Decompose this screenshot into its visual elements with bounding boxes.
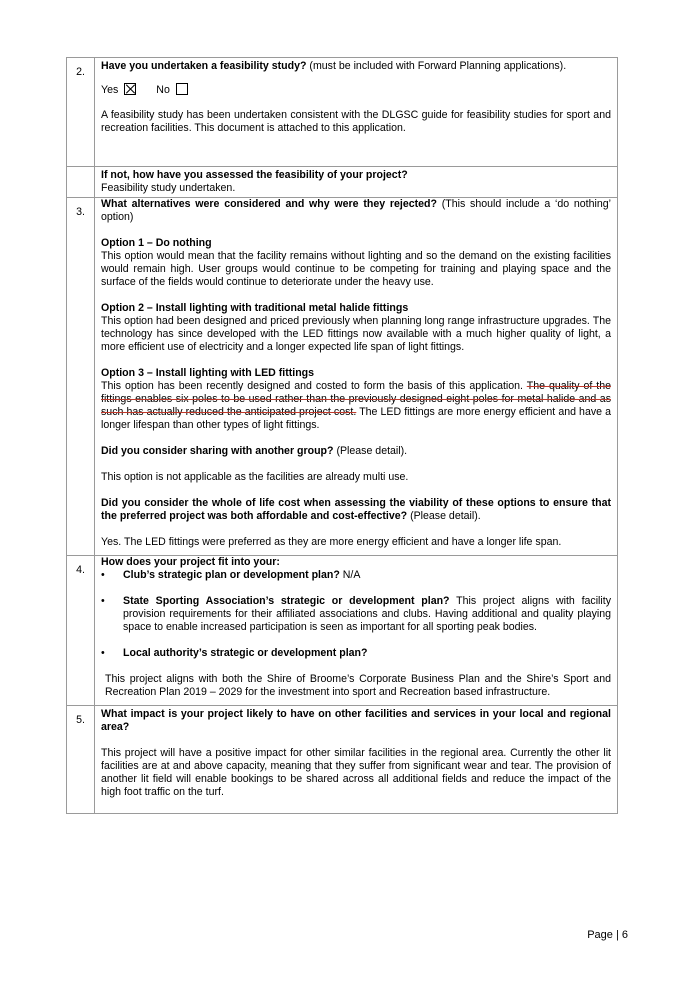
row-number: 4. [67,556,95,706]
yes-no-options [101,83,611,97]
whole-of-life-answer: Yes. The LED fittings were preferred as they are more energy efficient and have a longer life span. [101,536,562,548]
option3-struck-text: The quality of the fittings enables six poles to be used rather than the previously designed eight poles for metal halide and as such has actually reduced the anticipated project cost. [101,380,611,418]
club-plan-title: Club’s strategic plan or development plan? [123,569,340,581]
row-content [95,198,618,556]
question-whole-of-life: Did you consider the whole of life cost when assessing the viability of these options to ensure that the preferred project was both affordable and cost-effective? [101,497,611,522]
table-row [67,556,618,706]
question-feasibility: Have you undertaken a feasibility study? [101,60,307,72]
option2-text: This option had been designed and priced previously when planning long range infrastructure upgrades. The technology has since developed with the LED fittings now available with a much higher quality of light, a more efficient use of electricity and a longer expected life span of light fittings. [101,315,611,353]
list-item [101,647,611,660]
option1-title: Option 1 – Do nothing [101,237,212,249]
no-label: No [156,84,170,96]
ssa-plan-text: This project aligns with facility provision requirements for their affiliated associations and clubs. Having additional and quality playing space to enable increased participation is seen as important for all sporting peak bodies. [123,595,611,633]
bullet-icon: • [101,647,105,659]
table-row [67,58,618,167]
option2-title: Option 2 – Install lighting with traditional metal halide fittings [101,302,409,314]
option3-text-b: The LED fittings are more energy efficient and have a longer lifespan than other types of light fittings. [101,406,611,431]
row-number: 3. [67,198,95,556]
question-alternatives: What alternatives were considered and why were they rejected? [101,198,437,210]
sharing-answer: This option is not applicable as the facilities are already multi use. [101,471,409,483]
row-content [95,167,618,198]
page-number: Page | 6 [587,929,628,941]
feasibility-answer: A feasibility study has been undertaken consistent with the DLGSC guide for feasibility studies for sport and recreation facilities. This document is attached to this application. [101,109,611,134]
row-number: 5. [67,706,95,814]
option3-text [101,380,611,432]
ssa-plan-title: State Sporting Association’s strategic or development plan? [123,595,450,607]
yes-label: Yes [101,84,119,96]
list-item [101,569,611,582]
list-item [101,595,611,634]
option3-text-a: This option has been recently designed and costed to form the basis of this application. [101,380,523,392]
club-plan-text: N/A [342,569,361,581]
question-note: (Please detail). [410,510,481,522]
fit-answer: This project aligns with both the Shire of Broome’s Corporate Business Plan and the Shire’s Sport and Recreation Plan 2019 – 2029 for the investment into sport and Recreation based infrastructure. [105,673,611,698]
row-content [95,706,618,814]
question-sharing: Did you consider sharing with another group? [101,445,334,457]
question-note: (Please detail). [336,445,408,457]
table-row [67,198,618,556]
option1-text: This option would mean that the facility remains without lighting and so the demand on the existing facilities would remain high. User groups would continue to be competing for training and playing space and the surface of the fields would continue to deteriorate under the heavy use. [101,250,611,288]
yes-checkbox[interactable] [124,83,136,95]
question-assessed: If not, how have you assessed the feasibility of your project? [101,169,408,181]
impact-answer: This project will have a positive impact for other similar facilities in the regional area. Currently the other lit facilities are at and above capacity, meaning that they suffer from significant wear and tear. The provision of another lit field will enable bookings to be shared across all additional fields and reduce the impact of the high foot traffic on the turf. [101,747,611,798]
question-note: (must be included with Forward Planning applications). [309,60,567,72]
option3-title: Option 3 – Install lighting with LED fittings [101,367,315,379]
bullet-icon: • [101,595,105,607]
row-content [95,58,618,167]
table-row [67,167,618,198]
question-impact: What impact is your project likely to have on other facilities and services in your local and regional area? [101,708,611,733]
assessed-answer: Feasibility study undertaken. [101,182,236,194]
question-fit: How does your project fit into your: [101,556,280,568]
table-row [67,706,618,814]
bullet-icon: • [101,569,105,581]
no-checkbox[interactable] [176,83,188,95]
question-note: (This should include a ‘do nothing’ option) [101,198,611,223]
row-number: 2. [67,58,95,167]
row-number-empty [67,167,95,198]
row-content [95,556,618,706]
questions-table [66,57,618,814]
local-authority-plan-title: Local authority’s strategic or development plan? [123,647,368,659]
